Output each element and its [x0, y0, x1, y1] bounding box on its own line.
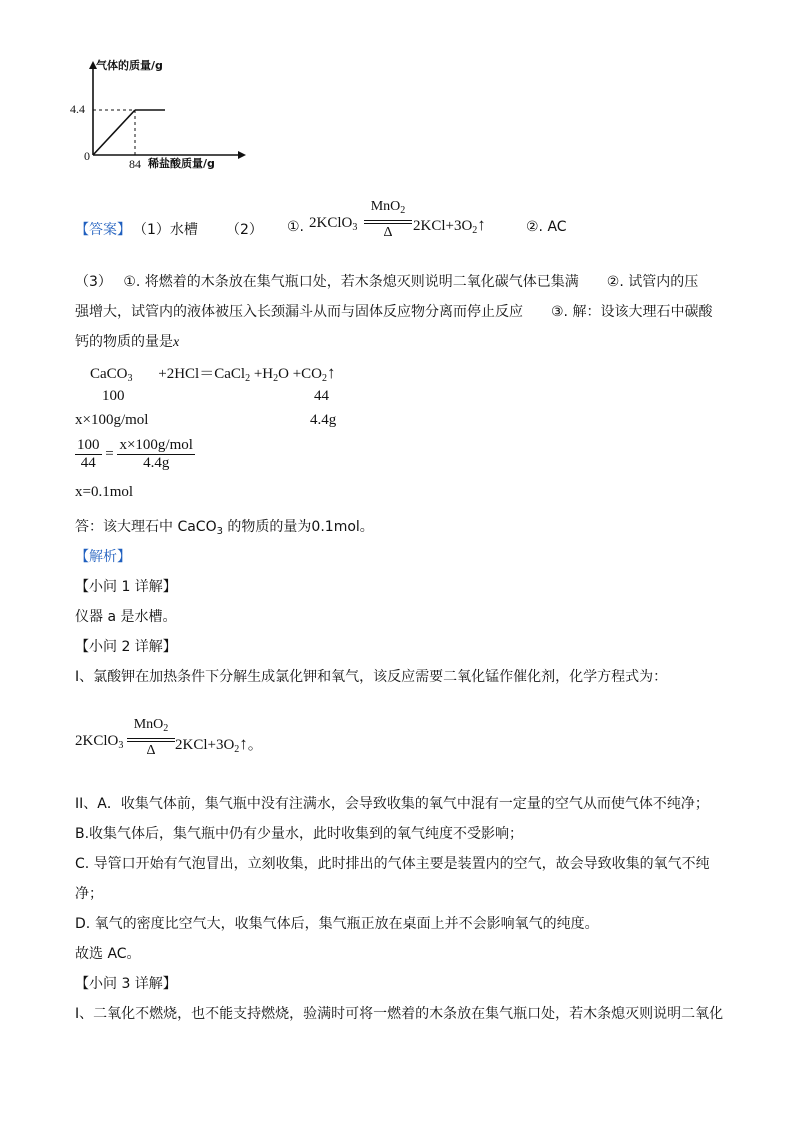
- calc-frac1: [75, 437, 102, 472]
- calc-co2-sub: 2: [322, 373, 327, 384]
- analysis-ii-b: B.收集气体后，集气瓶中仍有少量水，此时收集到的氧气纯度不受影响；: [75, 826, 524, 842]
- calc-frac1-den: 44: [80, 455, 96, 471]
- q1-title: 【小问 1 详解】: [75, 579, 177, 595]
- rising-line: [93, 110, 135, 155]
- calc-frac2-num: x×100g/mol: [119, 437, 193, 453]
- calc-h2-sub: 2: [273, 373, 279, 384]
- eq2-cat-bottom: Δ: [146, 743, 156, 758]
- eq2-right: 2KCl+3O: [175, 737, 235, 753]
- eq2-cat-top: MnO: [133, 717, 164, 732]
- answer-part2-item2: ②. AC: [526, 219, 567, 235]
- analysis-ii-c1: C. 导管口开始有气泡冒出，立刻收集，此时排出的气体主要是装置内的空气，故会导致收集的氧气不纯: [75, 856, 710, 872]
- analysis-ii-c2: 净；: [75, 886, 103, 902]
- eq-left: 2KClO: [309, 215, 353, 231]
- calc-caco3-sub: 3: [127, 373, 133, 384]
- answer-part2-label: （2）: [226, 222, 263, 238]
- analysis-tag: 【解析】: [75, 549, 131, 565]
- answer-part2-item1: ①.: [287, 219, 305, 235]
- calc-frac2: [117, 437, 194, 472]
- calc-arrow: ↑: [327, 363, 336, 382]
- calc-hcl: +2HCl＝CaCl: [158, 366, 246, 382]
- eq2-arrow: ↑: [239, 734, 248, 753]
- eq-cat-top-sub: 2: [400, 205, 406, 216]
- analysis-equation: [75, 714, 295, 762]
- calc-frac1-num: 100: [77, 437, 100, 453]
- mass-graph: [60, 55, 290, 185]
- answer-part3-line1: （3） ①. 将燃着的木条放在集气瓶口处，若木条熄灭则说明二氧化碳气体已集满 ②. 试管内的压: [75, 274, 699, 290]
- eq-arrow: ↑: [477, 215, 486, 234]
- eq2-left-sub: 3: [118, 740, 124, 751]
- calc-result: x=0.1mol: [75, 484, 134, 500]
- eq-cat-top: MnO: [370, 199, 401, 214]
- answer-tag: 【答案】: [75, 222, 131, 238]
- calc-equation: [90, 362, 336, 384]
- eq-left-sub: 3: [352, 222, 358, 233]
- calc-eq-sign: =: [105, 445, 114, 462]
- calc-h2o: +H: [253, 366, 274, 382]
- eq-cat-bottom: Δ: [383, 225, 393, 240]
- analysis-ii-d: D. 氧气的密度比空气大，收集气体后，集气瓶正放在桌面上并不会影响氧气的纯度。: [75, 916, 599, 932]
- eq2-right-sub: 2: [234, 744, 240, 755]
- calc-row3-right: 4.4g: [310, 412, 337, 428]
- answer-equation: [309, 196, 519, 246]
- eq2-catalyst: [127, 717, 175, 759]
- graph-x-label: 稀盐酸质量/g: [148, 157, 215, 170]
- calc-co2: O +CO: [278, 366, 322, 382]
- eq2-end: 。: [247, 737, 263, 753]
- eq-right: 2KCl+3O: [413, 218, 473, 234]
- q2-text: I、氯酸钾在加热条件下分解生成氯化钾和氧气，该反应需要二氧化锰作催化剂，化学方程式为：: [75, 669, 668, 685]
- q3-title: 【小问 3 详解】: [75, 976, 177, 992]
- analysis-ii-a: II、A．收集气体前，集气瓶中没有注满水，会导致收集的氧气中混有一定量的空气从而使气体不纯净；: [75, 796, 709, 812]
- answer-part3-line2: 强增大，试管内的液体被压入长颈漏斗从而与固体反应物分离而停止反应 ③. 解：设该大理石中碳酸: [75, 304, 713, 320]
- eq-right-sub: 2: [472, 225, 478, 236]
- x-axis-arrow: [238, 151, 246, 159]
- graph-y-tick: 4.4: [70, 102, 85, 116]
- calc-proportion: [75, 437, 195, 472]
- graph-origin: 0: [84, 149, 90, 163]
- eq2-double-line: [127, 738, 175, 742]
- answer-part1: （1）水槽: [133, 222, 198, 238]
- calc-row3-left: x×100g/mol: [75, 412, 149, 428]
- calc-conclusion-text: 答：该大理石中 CaCO: [75, 519, 217, 535]
- calc-frac2-den: 4.4g: [143, 455, 170, 471]
- q3-text: I、二氧化不燃烧，也不能支持燃烧，验满时可将一燃着的木条放在集气瓶口处，若木条熄灭则说明二氧化: [75, 1006, 724, 1022]
- analysis-choice: 故选 AC。: [75, 946, 141, 962]
- q1-text: 仪器 a 是水槽。: [75, 609, 177, 625]
- eq2-left: 2KClO: [75, 733, 119, 749]
- answer-part3-line3: 钙的物质的量是: [75, 334, 173, 350]
- graph-y-label: 气体的质量/g: [96, 59, 163, 72]
- calc-row2-right: 44: [314, 388, 329, 404]
- calc-conclusion-end: 的物质的量为0.1mol。: [222, 519, 374, 535]
- calc-conclusion-sub: 3: [216, 526, 223, 537]
- calc-cacl2-sub: 2: [245, 373, 251, 384]
- calc-conclusion: [75, 516, 374, 537]
- eq-catalyst: [364, 199, 412, 241]
- graph-x-tick: 84: [129, 157, 141, 171]
- answer-part3-var: x: [173, 335, 180, 350]
- eq-double-line: [364, 220, 412, 224]
- q2-title: 【小问 2 详解】: [75, 639, 177, 655]
- calc-caco3: CaCO: [90, 366, 128, 382]
- calc-row2-left: 100: [102, 388, 125, 404]
- eq2-cat-top-sub: 2: [163, 723, 169, 734]
